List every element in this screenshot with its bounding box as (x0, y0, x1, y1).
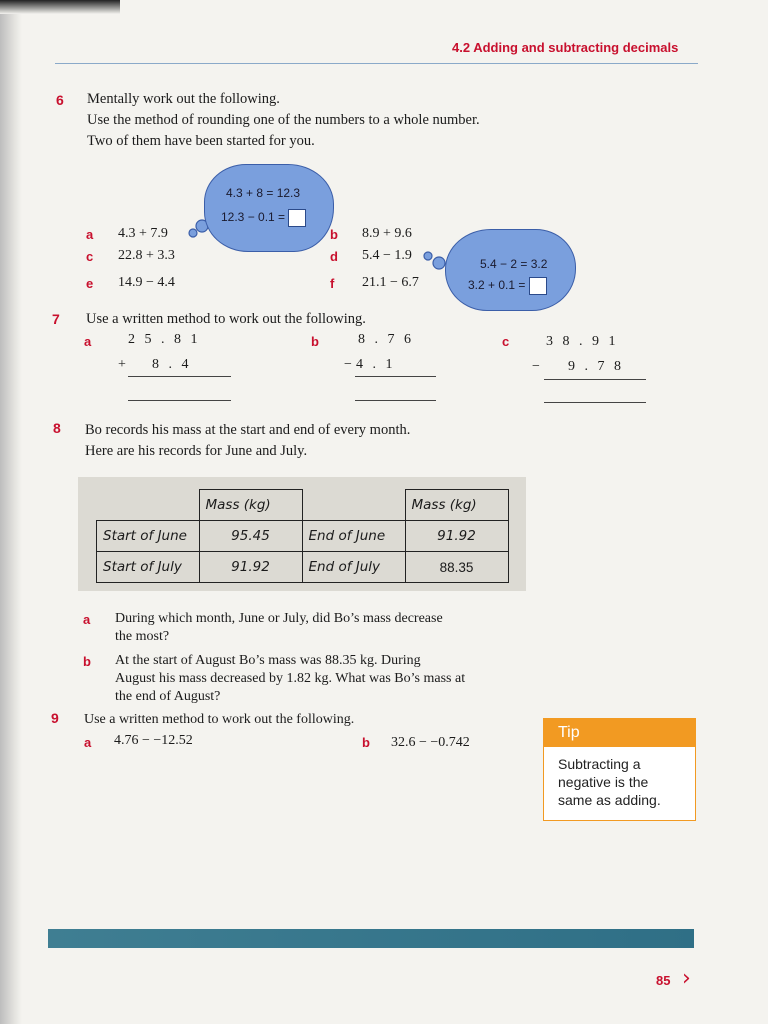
part-letter-6c: c (86, 249, 94, 264)
answer-box-2[interactable] (529, 277, 547, 295)
table-label-end-july: End of July (302, 552, 405, 583)
page-gutter-shadow (0, 0, 22, 1024)
part-letter-7c: c (502, 334, 510, 349)
bubble-1-line-2-text: 12.3 − 0.1 = (221, 210, 286, 225)
part-letter-6b: b (330, 227, 338, 242)
question-8a-text (115, 610, 443, 646)
question-8b-line-1: At the start of August Bo’s mass was 88.35 kg. During (115, 653, 421, 668)
operator-7c: − (532, 359, 540, 374)
question-9-text: Use a written method to work out the following. (84, 712, 355, 727)
bubble-2-line-2-text: 3.2 + 0.1 = (468, 278, 526, 293)
mass-records-table (96, 489, 509, 583)
footer-bar (48, 929, 694, 948)
table-header-row (97, 490, 509, 521)
expression-9b: 32.6 − −0.742 (391, 735, 470, 750)
question-6-line-2: Use the method of rounding one of the numbers to a whole number. (87, 112, 480, 128)
part-letter-6e: e (86, 276, 94, 291)
operator-7b: − (344, 357, 352, 372)
thought-bubble-1 (204, 164, 334, 252)
table-value-start-july: 91.92 (199, 552, 302, 583)
expression-6a: 4.3 + 7.9 (118, 226, 168, 241)
answer-line-7c-bottom (544, 402, 646, 403)
table-header-mass-2: Mass (kg) (405, 490, 508, 521)
expression-9a: 4.76 − −12.52 (114, 733, 193, 748)
expression-6d: 5.4 − 1.9 (362, 248, 412, 263)
answer-line-7b-bottom (355, 400, 436, 401)
question-8b-line-2: August his mass decreased by 1.82 kg. What was Bo’s mass at (115, 671, 466, 686)
empty-cell (97, 490, 200, 521)
expression-6c: 22.8 + 3.3 (118, 248, 175, 263)
table-header-mass-1: Mass (kg) (199, 490, 302, 521)
question-9-number: 9 (51, 710, 59, 726)
expression-6e: 14.9 − 4.4 (118, 275, 175, 290)
column-bottom-7b: 4 . 1 (356, 357, 393, 372)
answer-line-7b-top (355, 376, 436, 377)
table-label-start-june: Start of June (97, 521, 200, 552)
part-letter-7a: a (84, 334, 92, 349)
answer-box-1[interactable] (288, 209, 306, 227)
answer-line-7c-top (544, 379, 646, 380)
column-bottom-7c: 9 . 7 8 (568, 359, 621, 374)
operator-7a: + (118, 357, 126, 372)
question-8-number: 8 (53, 420, 61, 436)
part-letter-9b: b (362, 735, 370, 750)
part-letter-6f: f (330, 276, 335, 291)
page-corner-shadow (0, 0, 120, 14)
part-letter-8a: a (83, 612, 91, 627)
table-row (97, 521, 509, 552)
question-8a-line-1: During which month, June or July, did Bo’s mass decrease (115, 611, 443, 626)
question-6-line-3: Two of them have been started for you. (87, 133, 315, 149)
part-letter-6a: a (86, 227, 94, 242)
tip-body (544, 747, 695, 817)
expression-6f: 21.1 − 6.7 (362, 275, 419, 290)
column-top-7a: 2 5 . 8 1 (128, 332, 198, 347)
table-label-start-july: Start of July (97, 552, 200, 583)
chevron-right-icon: › (682, 966, 691, 991)
page-number: 85 (656, 973, 671, 988)
tip-line-2: negative is the (558, 774, 649, 790)
table-value-start-june: 95.45 (199, 521, 302, 552)
answer-line-7a-top (128, 376, 231, 377)
column-bottom-7a: 8 . 4 (152, 357, 189, 372)
tip-title: Tip (544, 719, 695, 747)
bubble-2-line-1: 5.4 − 2 = 3.2 (480, 257, 548, 271)
question-6-text (87, 89, 480, 152)
table-row (97, 552, 509, 583)
column-top-7b: 8 . 7 6 (358, 332, 411, 347)
bubble-2-line-2 (468, 277, 547, 295)
question-6-line-1: Mentally work out the following. (87, 91, 280, 107)
tip-line-1: Subtracting a (558, 756, 641, 772)
question-8-text (85, 420, 410, 462)
part-letter-7b: b (311, 334, 319, 349)
table-value-end-june: 91.92 (405, 521, 508, 552)
bubble-1-line-1: 4.3 + 8 = 12.3 (226, 186, 301, 200)
question-7-number: 7 (52, 311, 60, 327)
expression-6b: 8.9 + 9.6 (362, 226, 412, 241)
question-7-text: Use a written method to work out the following. (86, 311, 366, 327)
answer-line-7a-bottom (128, 400, 231, 401)
part-letter-6d: d (330, 249, 338, 264)
column-top-7c: 3 8 . 9 1 (546, 334, 616, 349)
table-label-end-june: End of June (302, 521, 405, 552)
bubble-1-line-2 (221, 209, 306, 227)
header-divider (55, 63, 698, 64)
question-8b-text (115, 652, 465, 706)
part-letter-9a: a (84, 735, 92, 750)
question-8-line-2: Here are his records for June and July. (85, 443, 308, 459)
section-title: 4.2 Adding and subtracting decimals (452, 40, 679, 55)
part-letter-8b: b (83, 654, 91, 669)
thought-bubble-2 (445, 229, 576, 311)
question-8b-line-3: the end of August? (115, 689, 221, 704)
question-8-line-1: Bo records his mass at the start and end of every month. (85, 422, 411, 438)
question-6-number: 6 (56, 92, 64, 108)
empty-cell (302, 490, 405, 521)
table-value-end-july: 88.35 (405, 552, 508, 583)
tip-box (543, 718, 696, 821)
tip-line-3: same as adding. (558, 792, 661, 808)
question-8a-line-2: the most? (115, 629, 170, 644)
